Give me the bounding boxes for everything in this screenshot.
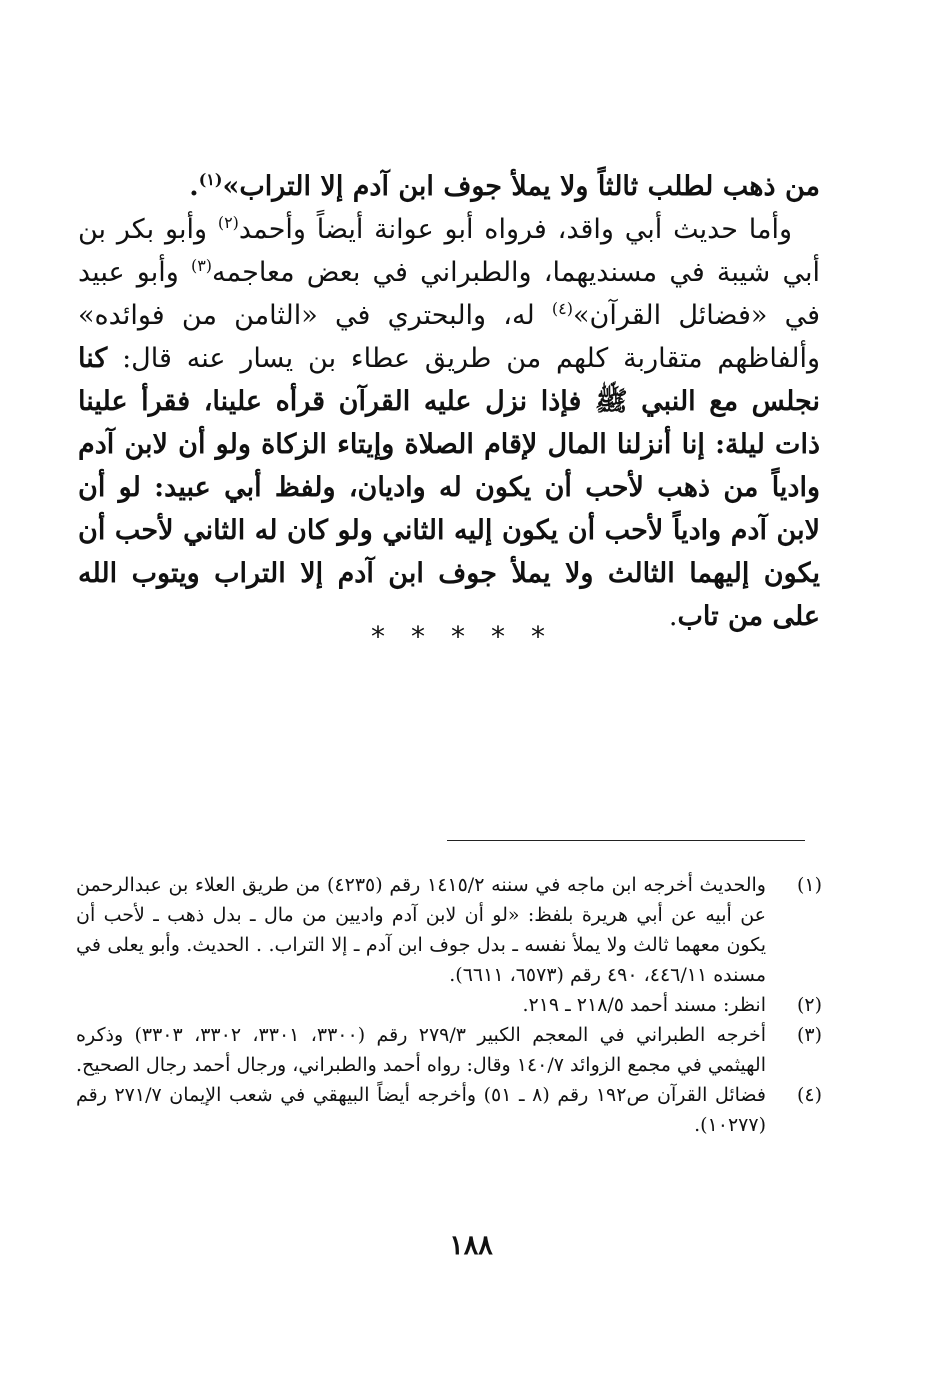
footnote-4: [76, 1080, 822, 1140]
footnote-ref-3[interactable]: (٣): [190, 256, 213, 275]
footnote-text: أخرجه الطبراني في المعجم الكبير ٢٧٩/٣ رقم (٣٣٠٠، ٣٣٠١، ٣٣٠٢، ٣٣٠٣) وذكره الهيثمي في مجمع الزوائد ١٤٠/٧ وقال: رواه أحمد والطبراني، ورجال أحمد رجال الصحيح.: [76, 1024, 767, 1076]
footnote-1: [76, 870, 822, 990]
footnote-ref-4[interactable]: (٤): [551, 299, 574, 318]
footnote-ref-1[interactable]: (١): [198, 170, 223, 189]
paragraph-abu-waqid: [78, 208, 820, 638]
footnote-number: (١): [796, 874, 822, 896]
quote-ending-line: [78, 165, 820, 208]
footnote-2: [76, 990, 822, 1020]
footnotes: [76, 870, 822, 1140]
paragraph-text: وأبو عبيد في «فضائل القرآن»: [78, 257, 820, 331]
main-text: [78, 165, 820, 638]
punctuation: .: [668, 601, 678, 632]
section-separator: *****: [371, 620, 571, 653]
paragraph-text: له، والبحتري في «الثامن من فوائده» وألفاظهم متقاربة كلهم من طريق عطاء بن يسار عنه قال:: [78, 300, 820, 374]
paragraph-text: وأبو بكر بن أبي شيبة في مسنديهما، والطبراني في بعض معاجمه: [78, 214, 821, 288]
punctuation: .: [189, 171, 199, 202]
footnote-text: فضائل القرآن ص١٩٢ رقم (٨ ـ ٥١) وأخرجه أيضاً البيهقي في شعب الإيمان ٢٧١/٧ رقم (١٠٢٧٧).: [76, 1084, 766, 1136]
footnote-number: (٢): [796, 994, 822, 1016]
page-number: ١٨٨: [449, 1230, 493, 1261]
footnote-text: انظر: مسند أحمد ٢١٨/٥ ـ ٢١٩.: [522, 994, 766, 1016]
footnote-divider: [447, 840, 805, 841]
hadith-text: كنا نجلس مع النبي ﷺ فإذا نزل عليه القرآن قرأه علينا، فقرأ علينا ذات ليلة: إنا أنزلنا المال لإقام الصلاة وإيتاء الزكاة ولو أن لابن آدم وادياً من ذهب لأحب أن يكون له واديان، ولفظ أبي عبيد: لو أن لابن آدم وادياً لأحب أن يكون إليه الثاني ولو كان له الثاني لأحب أن يكون إليهما الثالث ولا يملأ جوف ابن آدم إلا التراب ويتوب الله على من تاب: [78, 343, 820, 632]
footnote-number: (٣): [796, 1024, 822, 1046]
footnote-ref-2[interactable]: (٢): [217, 213, 239, 232]
quote-text: من ذهب لطلب ثالثاً ولا يملأ جوف ابن آدم إلا التراب»: [222, 171, 820, 202]
footnote-text: والحديث أخرجه ابن ماجه في سننه ١٤١٥/٢ رقم (٤٢٣٥) من طريق العلاء بن عبدالرحمن عن أبيه عن أبي هريرة بلفظ: «لو أن لابن آدم واديين من مال ـ بدل ذهب ـ لأحب أن يكون معهما ثالث ولا يملأ نفسه ـ بدل جوف ابن آدم ـ إلا التراب. . الحديث. وأبو يعلى في مسنده ٤٤٦/١١، ٤٩٠ رقم (٦٥٧٣، ٦٦١١).: [76, 874, 766, 986]
paragraph-text: وأما حديث أبي واقد، فرواه أبو عوانة أيضاً وأحمد: [238, 214, 792, 245]
footnote-number: (٤): [796, 1084, 822, 1106]
footnote-3: [76, 1020, 822, 1080]
